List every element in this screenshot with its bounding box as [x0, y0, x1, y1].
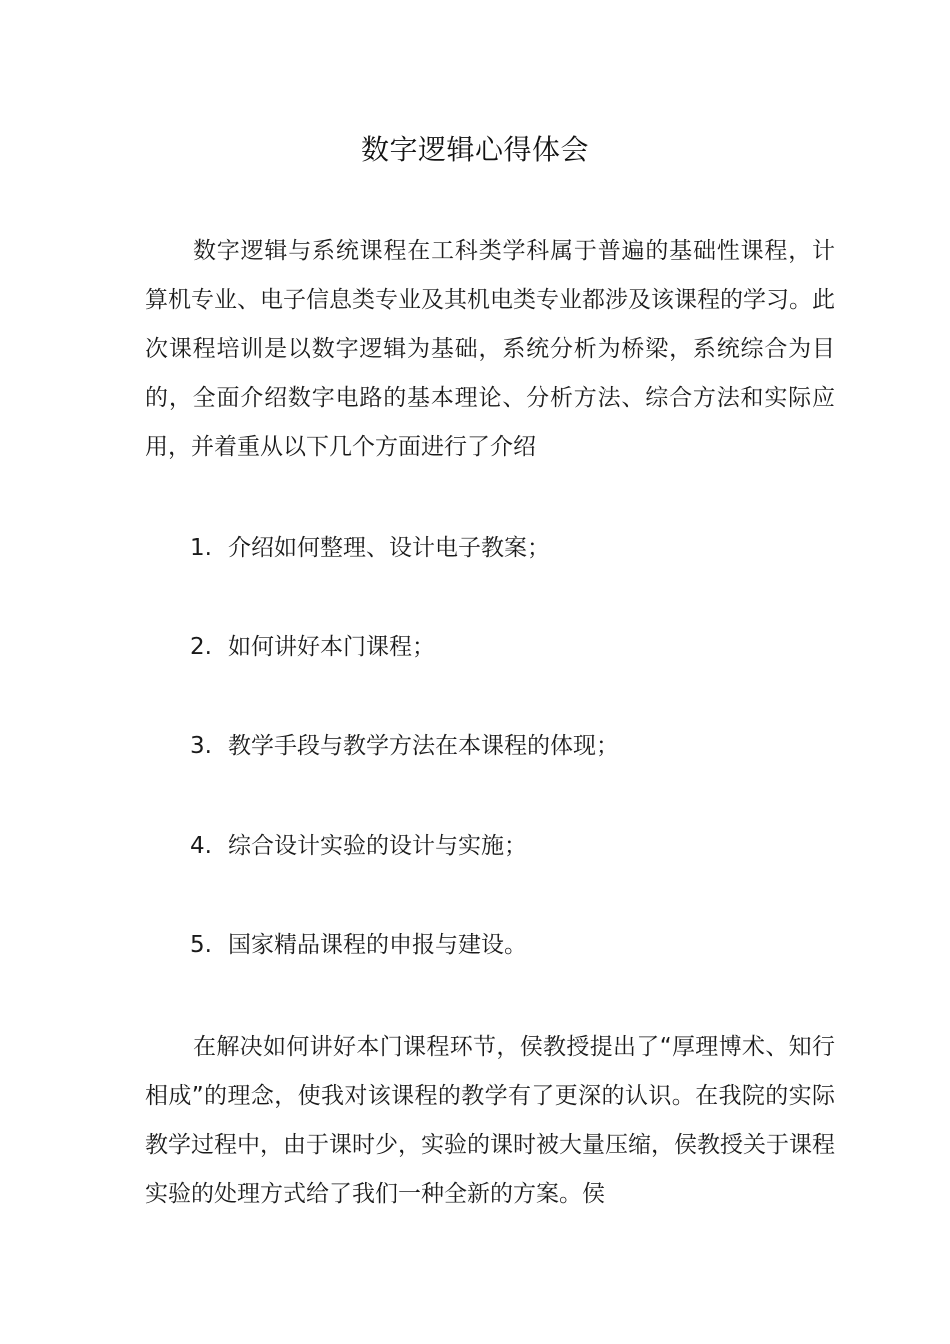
list-item-number: 3.: [190, 733, 212, 759]
list-item: [190, 627, 830, 667]
list-item: [190, 826, 830, 866]
list-item-text: 综合设计实验的设计与实施；: [228, 833, 527, 859]
list-item-text: 教学手段与教学方法在本课程的体现；: [228, 733, 619, 759]
list-item: [190, 726, 830, 766]
list-item: [190, 925, 830, 965]
list-item-text: 介绍如何整理、设计电子教案；: [228, 535, 550, 561]
document-title: 数字逻辑心得体会: [360, 133, 589, 166]
list-item-text: 国家精品课程的申报与建设。: [228, 932, 527, 958]
list-item-number: 4.: [190, 833, 212, 859]
list-item-number: 5.: [190, 932, 212, 958]
list-item: [190, 528, 830, 568]
list-item-number: 1.: [190, 535, 212, 561]
body-paragraph: 在解决如何讲好本门课程环节，侯教授提出了“厚理博术、知行相成”的理念，使我对该课程的教学有了更深的认识。在我院的实际教学过程中，由于课时少，实验的课时被大量压缩，侯教授关于课程实验的处理方式给了我们一种全新的方案。侯: [145, 1034, 835, 1207]
intro-paragraph: 数字逻辑与系统课程在工科类学科属于普遍的基础性课程，计算机专业、电子信息类专业及其机电类专业都涉及该课程的学习。此次课程培训是以数字逻辑为基础，系统分析为桥梁，系统综合为目的，全面介绍数字电路的基本理论、分析方法、综合方法和实际应用，并着重从以下几个方面进行了介绍: [145, 238, 835, 460]
list-item-number: 2.: [190, 634, 212, 660]
list-item-text: 如何讲好本门课程；: [228, 634, 435, 660]
